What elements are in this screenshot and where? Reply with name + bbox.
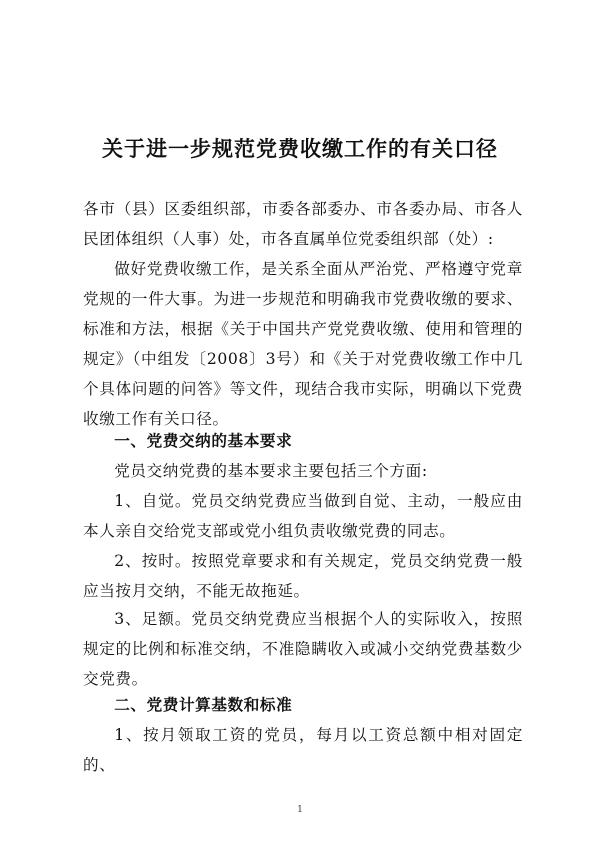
section-2-heading: 二、党费计算基数和标准 (114, 696, 293, 714)
item-2-paragraph: 2、按时。按照党章要求和有关规定，党员交纳党费一般应当按月交纳，不能无故拖延。 (83, 552, 523, 600)
document-title: 关于进一步规范党费收缴工作的有关口径 (102, 136, 498, 161)
item-3-paragraph: 3、足额。党员交纳党费应当根据个人的实际收入，按照规定的比例和标准交纳，不准隐瞒收入或减小交纳党费基数少交党费。 (83, 610, 523, 688)
section-2-item-1: 1、按月领取工资的党员，每月以工资总额中相对固定的、 (83, 726, 523, 774)
section-1-lead: 党员交纳党费的基本要求主要包括三个方面: (114, 462, 428, 480)
item-1-paragraph: 1、自觉。党员交纳党费应当做到自觉、主动，一般应由本人亲自交给党支部或党小组负责收缴党费的同志。 (83, 492, 523, 540)
intro-paragraph: 做好党费收缴工作，是关系全面从严治党、严格遵守党章党规的一件大事。为进一步规范和明确我市党费收缴的要求、标准和方法，根据《关于中国共产党党费收缴、使用和管理的规定》（中组发〔2008〕3号）和《关于对党费收缴工作中几个具体问题的问答》等文件，现结合我市实际，明确以下党费收缴工作有关口径。 (83, 260, 523, 428)
salutation: 各市（县）区委组织部，市委各部委办、市各委办局、市各人民团体组织（人事）处，市各直属单位党委组织部（处）: (83, 200, 523, 248)
section-1-heading: 一、党费交纳的基本要求 (114, 432, 293, 450)
page-number: 1 (297, 805, 303, 815)
